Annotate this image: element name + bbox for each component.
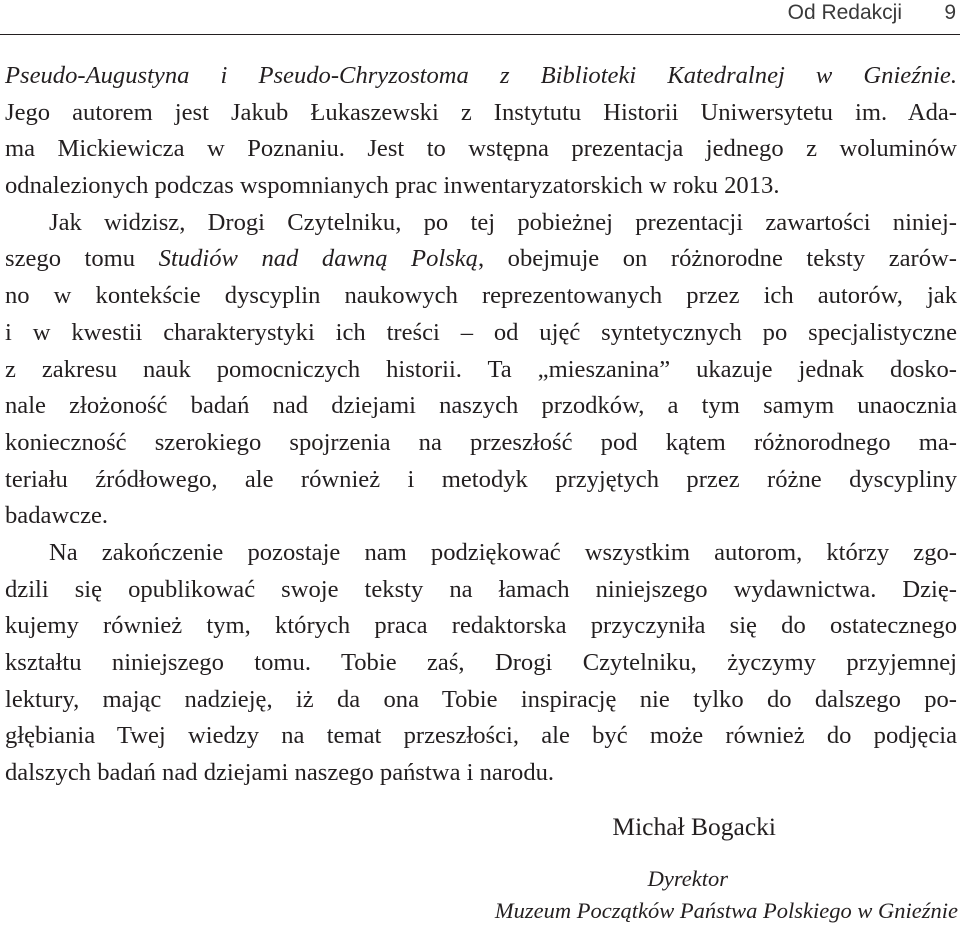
text-line: kujemy również tym, których praca redaktorska przyczyniła się do ostatecznego xyxy=(5,612,957,640)
text-line: Jego autorem jest Jakub Łukaszewski z Instytutu Historii Uniwersytetu im. Ada- xyxy=(5,98,957,126)
text-line: i w kwestii charakterystyki ich treści – od ujęć syntetycznych po specjalistyczne xyxy=(5,318,957,346)
journal-title: Studiów nad dawną Polską xyxy=(158,245,478,273)
paragraph-closing xyxy=(5,535,957,792)
text-line: ma Mickiewicza w Poznaniu. Jest to wstępna prezentacja jednego z woluminów xyxy=(5,135,957,163)
paragraph-contents xyxy=(5,205,957,535)
signature-role: Dyrektor xyxy=(647,866,728,891)
text-line: Na zakończenie pozostaje nam podziękować wszystkim autorom, którzy zgo- xyxy=(49,538,957,566)
text-line: badawcze. xyxy=(5,502,109,530)
text-line: odnalezionych podczas wspomnianych prac inwentaryzatorskich w roku 2013. xyxy=(5,172,780,200)
text-line: z zakresu nauk pomocniczych historii. Ta „mieszanina” ukazuje jednak dosko- xyxy=(5,355,957,383)
text-fragment: szego tomu xyxy=(5,245,159,273)
text-line: no w kontekście dyscyplin naukowych reprezentowanych przez ich autorów, jak xyxy=(5,282,957,310)
text-line: kształtu niniejszego tomu. Tobie zaś, Drogi Czytelniku, życzymy przyjemnej xyxy=(5,649,957,676)
running-header xyxy=(0,0,960,35)
page-number: 9 xyxy=(944,1,956,24)
book-title: Pseudo-Augustyna i Pseudo-Chryzostoma z Biblioteki Katedralnej w Gnieźnie. xyxy=(5,62,957,89)
text-fragment: , obejmuje on różnorodne teksty zarów- xyxy=(477,245,957,273)
text-line: dzili się opublikować swoje teksty na łamach niniejszego wydawnictwa. Dzię- xyxy=(5,575,957,603)
signature-name: Michał Bogacki xyxy=(612,812,776,841)
signature-institution: Muzeum Początków Państwa Polskiego w Gnieźnie xyxy=(494,898,958,923)
text-line: nale złożoność badań nad dziejami naszych przodków, a tym samym unaocznia xyxy=(5,392,957,420)
text-line: konieczność szerokiego spojrzenia na przeszłość pod kątem różnorodnego ma- xyxy=(5,428,957,456)
paragraph-continuation xyxy=(5,58,957,205)
text-line: głębiania Twej wiedzy na temat przeszłości, ale być może również do podjęcia xyxy=(5,722,957,750)
section-title: Od Redakcji xyxy=(787,1,902,24)
text-line: Jak widzisz, Drogi Czytelniku, po tej pobieżnej prezentacji zawartości niniej- xyxy=(49,208,957,236)
text-line xyxy=(5,58,957,95)
text-line xyxy=(5,241,957,278)
text-line: lektury, mając nadzieję, iż da ona Tobie inspirację nie tylko do dalszego po- xyxy=(5,685,957,713)
text-line: teriału źródłowego, ale również i metodyk przyjętych przez różne dyscypliny xyxy=(5,465,957,493)
body-text xyxy=(5,58,957,792)
text-line: dalszych badań nad dziejami naszego państwa i narodu. xyxy=(5,759,555,787)
